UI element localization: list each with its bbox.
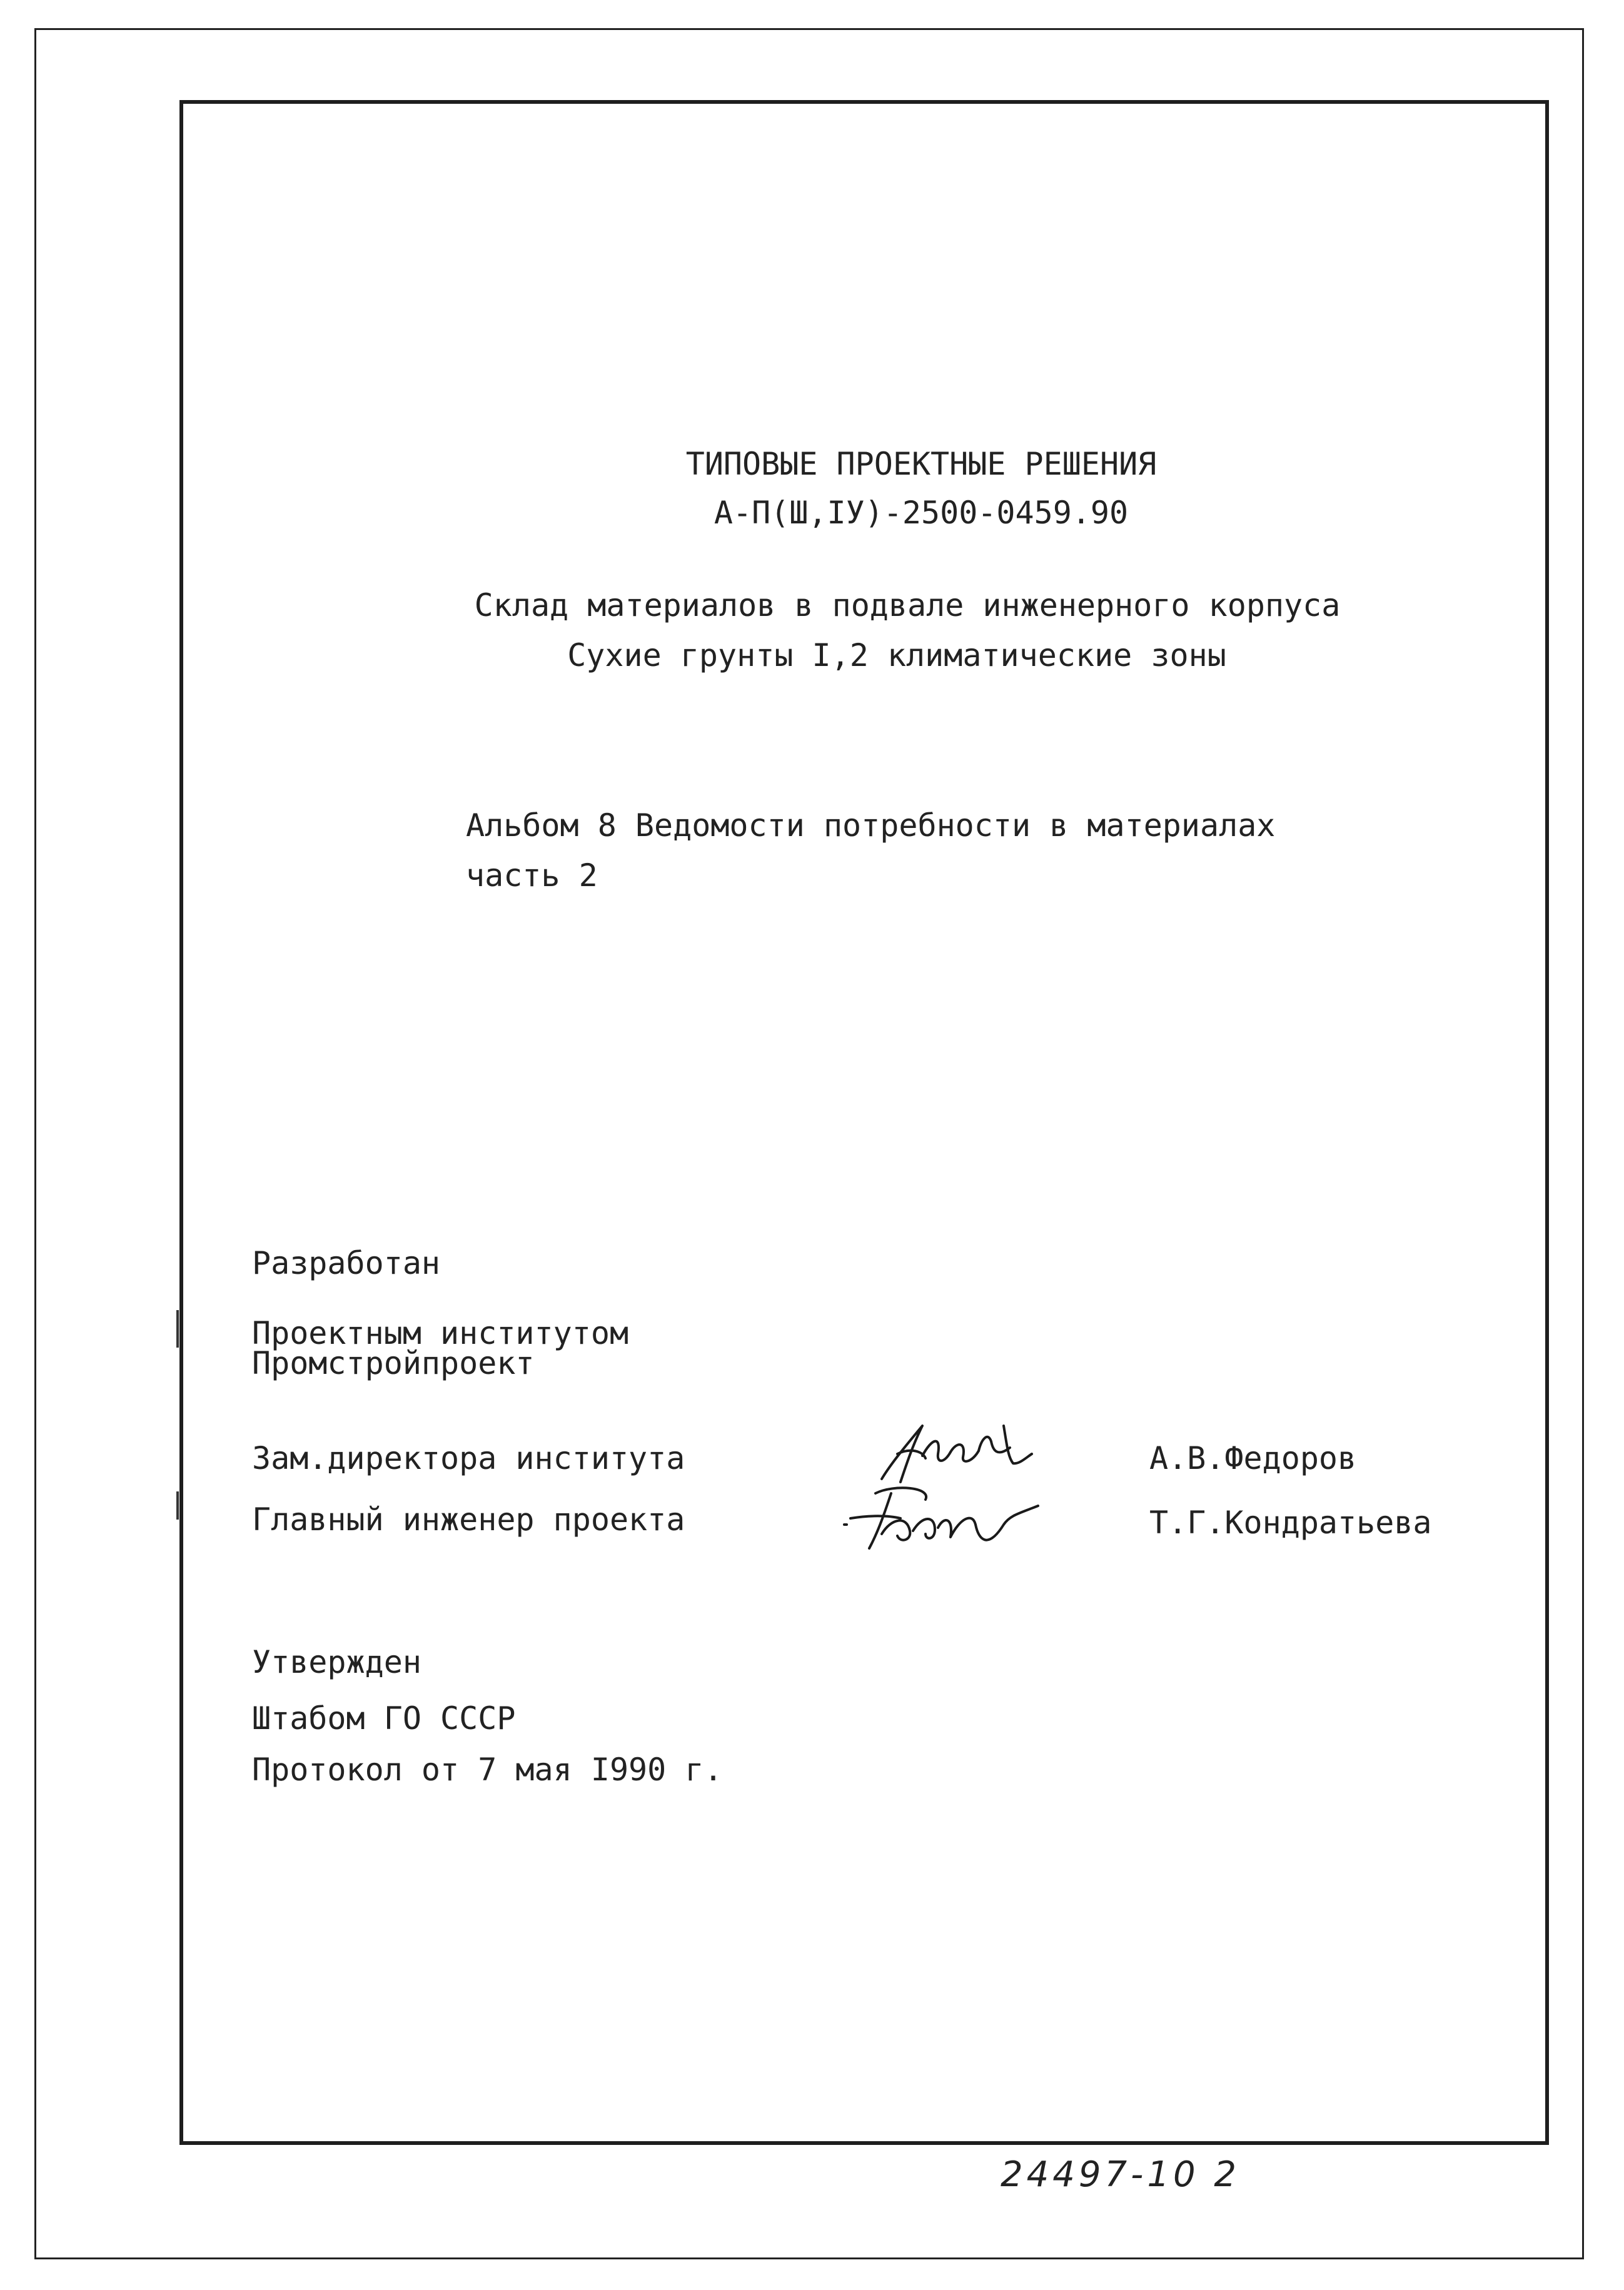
approved-label: Утвержден — [252, 1644, 421, 1680]
developer-institute-line-2: Промстройпроект — [252, 1345, 535, 1381]
document-series-title: ТИПОВЫЕ ПРОЕКТНЫЕ РЕШЕНИЯ — [685, 446, 1157, 482]
signatory-name-deputy-director: А.В.Федоров — [1149, 1440, 1357, 1476]
signatory-name-chief-engineer: Т.Г.Кондратьева — [1149, 1505, 1432, 1541]
document-code: А-П(Ш,IУ)-2500-0459.90 — [714, 495, 1129, 531]
signatory-role-chief-engineer: Главный инженер проекта — [252, 1501, 685, 1538]
album-line-1: Альбом 8 Ведомости потребности в материалах — [466, 807, 1276, 844]
signature-chief-engineer — [832, 1481, 1057, 1556]
signature-deputy-director — [863, 1420, 1051, 1488]
approval-protocol: Протокол от 7 мая I990 г. — [252, 1752, 723, 1788]
developer-institute-line-1: Проектным институтом — [252, 1315, 629, 1351]
drawing-frame — [179, 100, 1549, 2145]
approved-by: Штабом ГО СССР — [252, 1700, 516, 1737]
subject-line-1: Склад материалов в подвале инженерного корпуса — [474, 587, 1341, 623]
scan-mark — [176, 1310, 179, 1348]
album-line-2: часть 2 — [466, 857, 598, 894]
document-inventory-number: 24497-10 2 — [1001, 2154, 1241, 2195]
developed-label: Разработан — [252, 1245, 441, 1281]
scan-mark — [176, 1491, 179, 1520]
subject-line-2: Сухие грунты I,2 климатические зоны — [567, 637, 1226, 673]
signatory-role-deputy-director: Зам.директора института — [252, 1440, 685, 1476]
